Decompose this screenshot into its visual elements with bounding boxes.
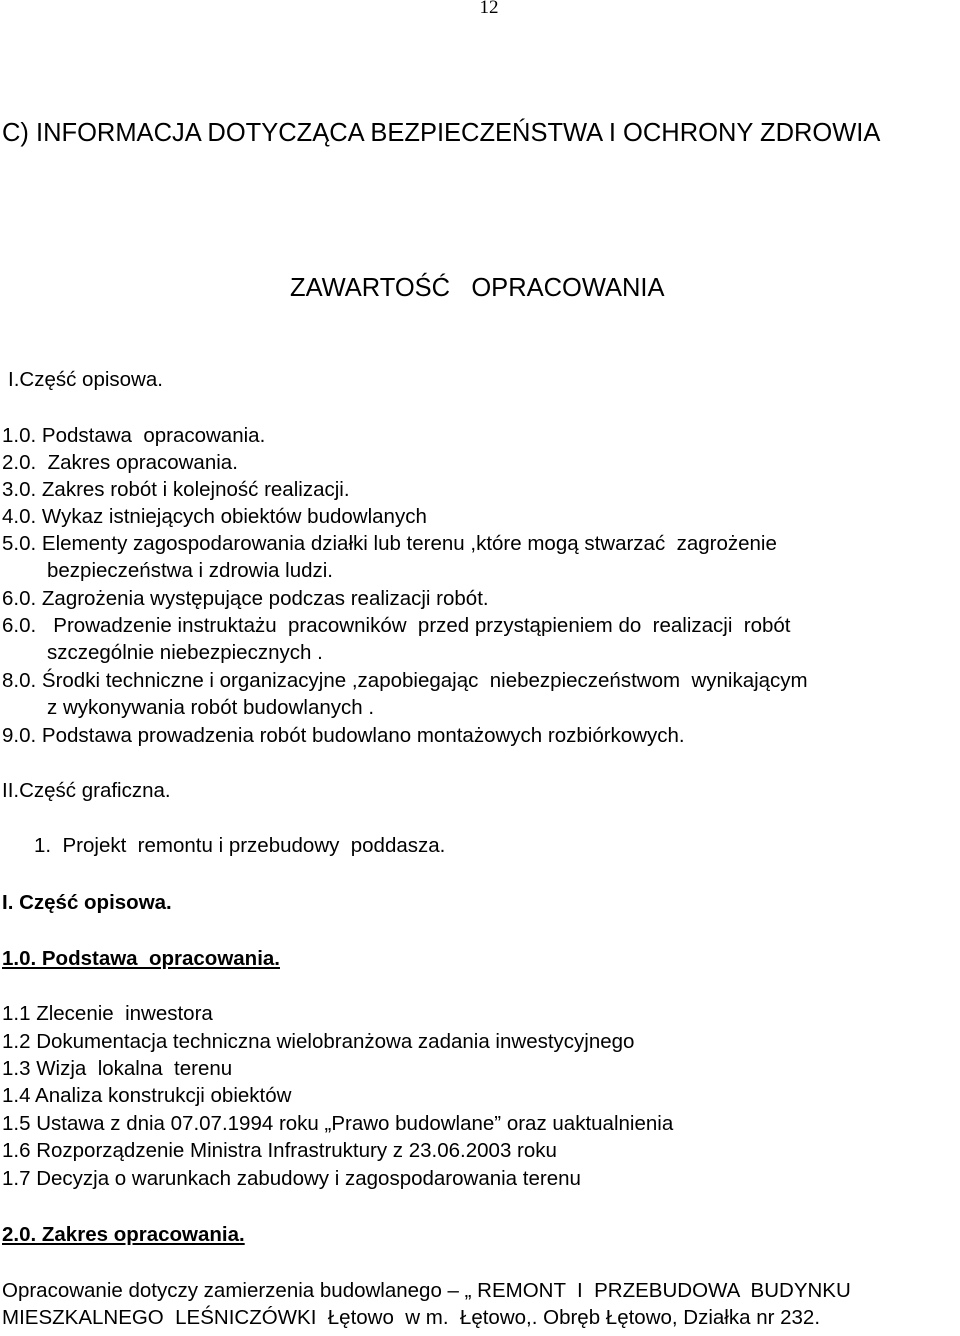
toc-text: Elementy zagospodarowania działki lub terenu ,które mogą stwarzać zagrożenie	[41, 532, 777, 555]
toc-item	[2, 424, 265, 448]
toc-text: Podstawa prowadzenia robót budowlano montażowych rozbiórkowych.	[41, 724, 685, 747]
toc-item	[2, 724, 685, 748]
contents-heading: ZAWARTOŚĆ OPRACOWANIA	[290, 274, 665, 302]
toc-text: Środki techniczne i organizacyjne ,zapobiegając niebezpieczeństwom wynikającym	[41, 669, 808, 692]
toc-item	[2, 451, 238, 475]
list-item: 1.7 Decyzja o warunkach zabudowy i zagospodarowania terenu	[2, 1167, 581, 1190]
toc-text: Zakres opracowania.	[41, 451, 238, 474]
toc-item	[2, 505, 427, 529]
toc-number: 6.0.	[2, 614, 37, 637]
list-item: 1.5 Ustawa z dnia 07.07.1994 roku „Prawo budowlane” oraz uaktualnienia	[2, 1112, 674, 1135]
toc-number: 3.0.	[2, 478, 37, 501]
document-title: C) INFORMACJA DOTYCZĄCA BEZPIECZEŃSTWA I OCHRONY ZDROWIA	[2, 119, 881, 147]
toc-part2-item: 1. Projekt remontu i przebudowy poddasza.	[34, 834, 446, 857]
toc-item-continuation: szczególnie niebezpiecznych .	[47, 641, 323, 664]
toc-part2: II.Część graficzna.	[2, 779, 171, 802]
toc-text: Zakres robót i kolejność realizacji.	[41, 478, 350, 501]
toc-text: Podstawa opracowania.	[41, 424, 266, 447]
paragraph-line: Opracowanie dotyczy zamierzenia budowlanego – „ REMONT I PRZEBUDOWA BUDYNKU	[2, 1279, 851, 1302]
list-item: 1.2 Dokumentacja techniczna wielobranżowa zadania inwestycyjnego	[2, 1030, 635, 1053]
toc-number: 9.0.	[2, 724, 37, 747]
list-item: 1.4 Analiza konstrukcji obiektów	[2, 1084, 292, 1107]
toc-item	[2, 532, 777, 556]
toc-item	[2, 614, 791, 638]
section2-heading: 2.0. Zakres opracowania.	[2, 1223, 245, 1246]
page-number: 12	[479, 0, 499, 18]
toc-item	[2, 587, 489, 611]
toc-number: 4.0.	[2, 505, 37, 528]
section1-subheading: 1.0. Podstawa opracowania.	[2, 947, 280, 970]
toc-number: 1.0.	[2, 424, 37, 447]
toc-number: 2.0.	[2, 451, 37, 474]
toc-number: 6.0.	[2, 587, 37, 610]
toc-text: Zagrożenia występujące podczas realizacji robót.	[41, 587, 489, 610]
section1-heading: I. Część opisowa.	[2, 891, 172, 914]
toc-number: 8.0.	[2, 669, 37, 692]
toc-item-continuation: bezpieczeństwa i zdrowia ludzi.	[47, 559, 333, 582]
toc-text: Prowadzenie instruktażu pracowników przed przystąpieniem do realizacji robót	[41, 614, 791, 637]
toc-item	[2, 478, 350, 502]
list-item: 1.6 Rozporządzenie Ministra Infrastruktury z 23.06.2003 roku	[2, 1139, 557, 1162]
toc-part1: I.Część opisowa.	[8, 368, 163, 391]
toc-item-continuation: z wykonywania robót budowlanych .	[47, 696, 375, 719]
toc-text: Wykaz istniejących obiektów budowlanych	[41, 505, 427, 528]
list-item: 1.1 Zlecenie inwestora	[2, 1002, 213, 1025]
toc-number: 5.0.	[2, 532, 37, 555]
toc-item	[2, 669, 808, 693]
paragraph-line: MIESZKALNEGO LEŚNICZÓWKI Łętowo w m. Łętowo,. Obręb Łętowo, Działka nr 232.	[2, 1306, 821, 1329]
list-item: 1.3 Wizja lokalna terenu	[2, 1057, 233, 1080]
